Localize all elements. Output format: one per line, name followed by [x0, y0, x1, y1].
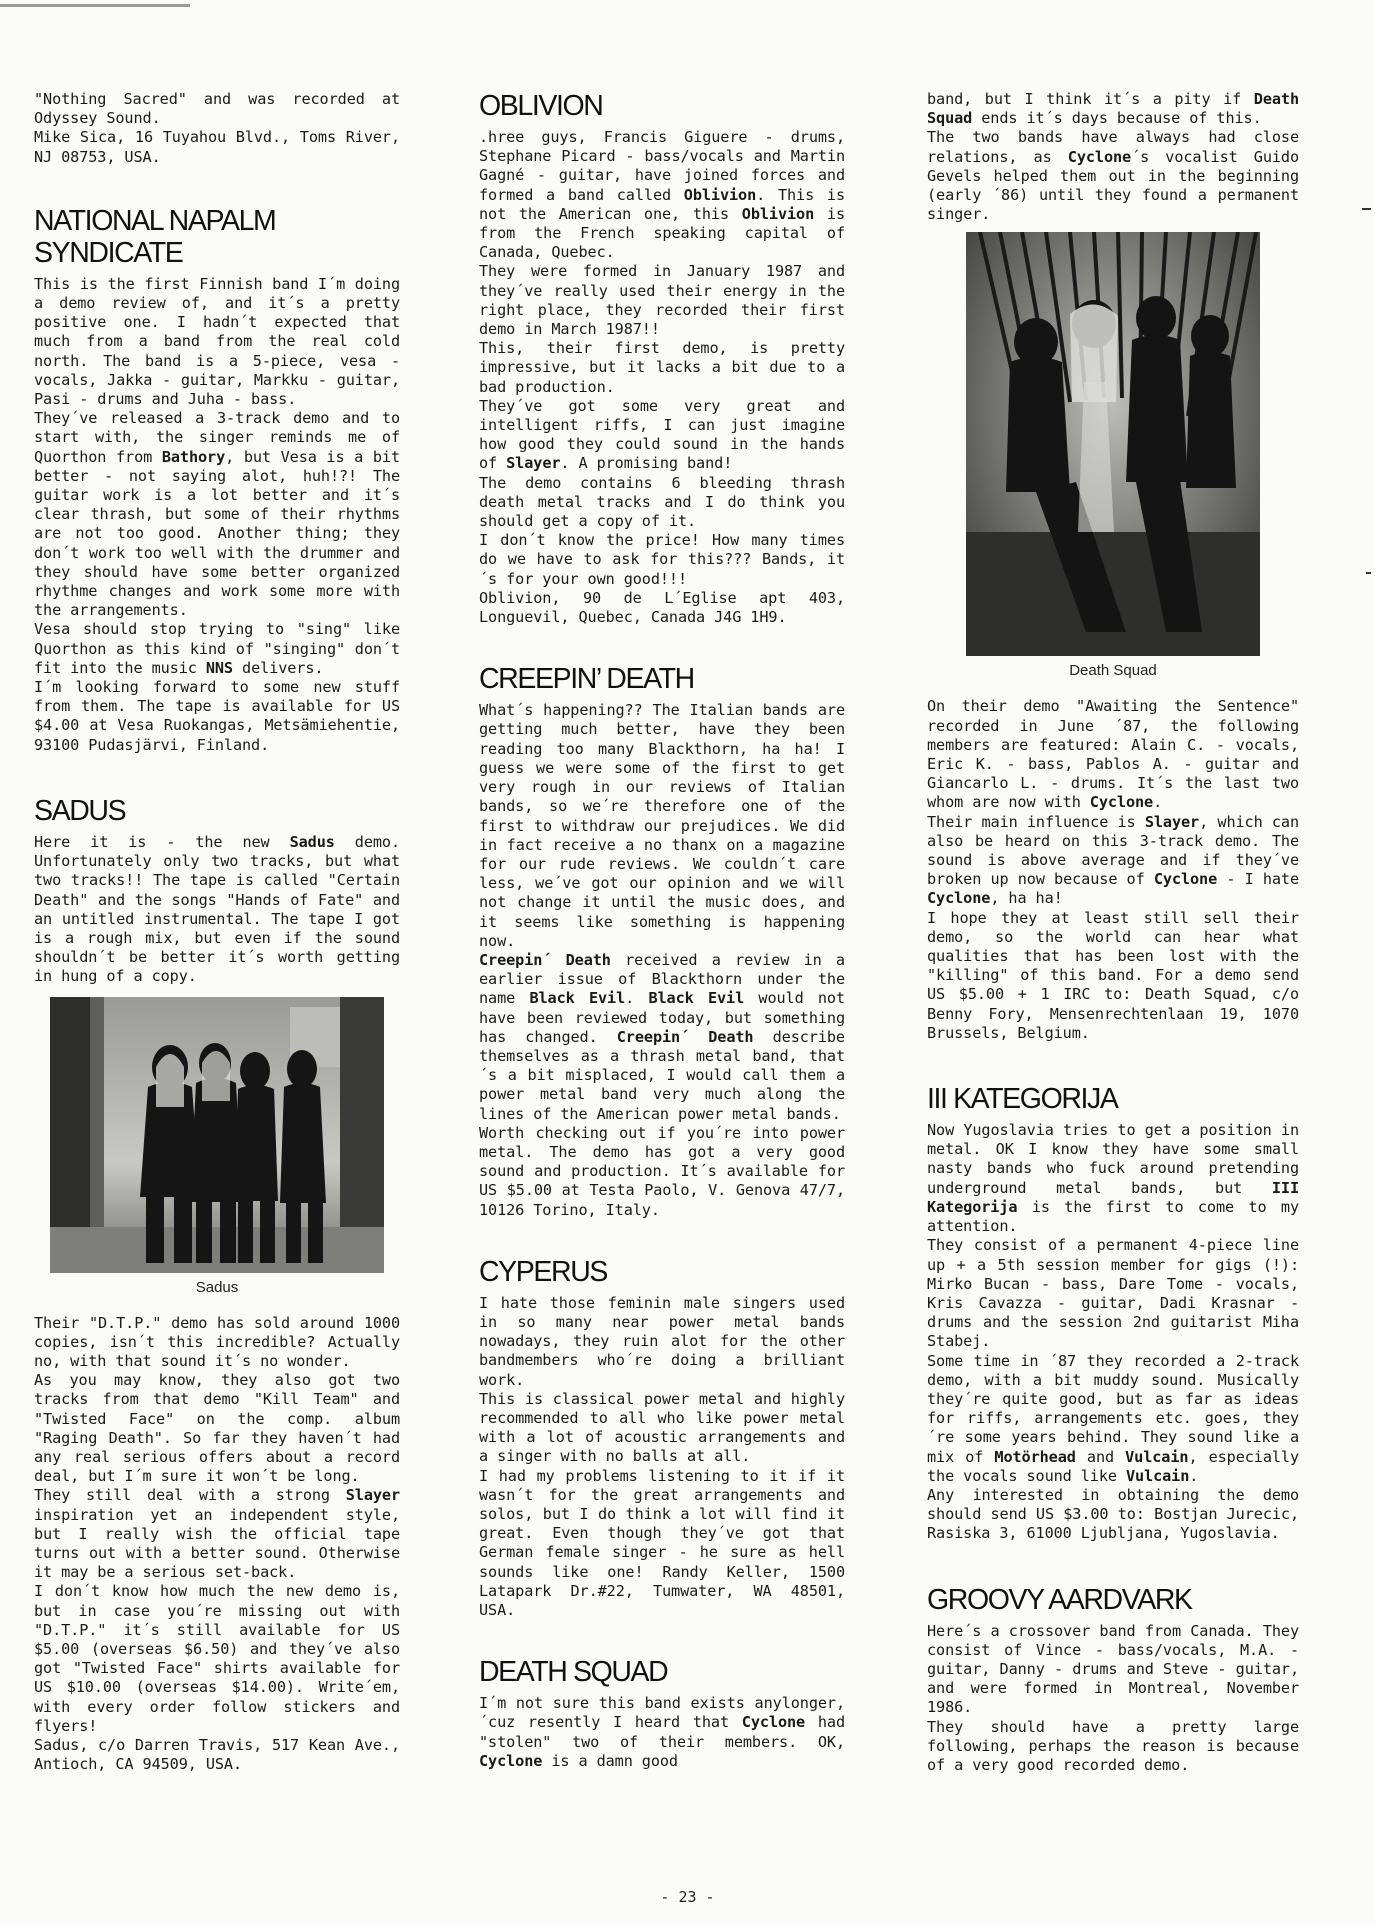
paragraph: They should have a pretty large following, perhaps the reason is because of a very good recorded demo.: [927, 1717, 1299, 1774]
paragraph: I don´t know the price! How many times do we have to ask for this??? Bands, it´s for your own good!!!: [479, 531, 845, 588]
paragraph: Now Yugoslavia tries to get a position in metal. OK I know they have some small nasty bands who fuck around pretending underground metal bands, but III Kategorija is the first to come to my attention.: [927, 1121, 1299, 1236]
contact-address: Sadus, c/o Darren Travis, 517 Kean Ave., Antioch, CA 94509, USA.: [34, 1735, 400, 1774]
paragraph: Here it is - the new Sadus demo. Unfortunately only two tracks, but what two tracks!! The tape is called "Certain Death" and the songs "Hands of Fate" and an untitled instrumental. The tape I got is a rough mix, but even if the sound shouldn´t be better it´s worth getting in hung of a copy.: [34, 832, 401, 986]
review-groovy-aardvark: [927, 1584, 1299, 1776]
edge-mark: [1362, 208, 1371, 210]
edge-mark: [1366, 572, 1371, 574]
paragraph: They still deal with a strong Slayer inspiration yet an independent style, but I really wish the official tape turns out with a better sound. Otherwise it may be a serious set-back.: [34, 1486, 400, 1582]
contact-address: Any interested in obtaining the demo should send US $3.00 to: Bostjan Jurecic, Rasiska 3, 61000 Ljubljana, Yugoslavia.: [927, 1485, 1299, 1543]
review-cyperus: [479, 1256, 845, 1620]
photo-caption: Death Squad: [1069, 662, 1157, 680]
paragraph: .hree guys, Francis Giguere - drums, Stephane Picard - bass/vocals and Martin Gagné - guitar, have joined forces and formed a band called Oblivion. This is not the American one, this Oblivion is from the French speaking capital of Canada, Quebec.: [479, 128, 845, 262]
review-creepin-death: [479, 663, 845, 1219]
review-national-napalm-syndicate: [34, 205, 400, 755]
paragraph: As you may know, they also got two tracks from that demo "Kill Team" and "Twisted Face" on the comp. album "Raging Death". So far they haven´t had any real serious offers about a record deal, but I´m sure it won´t be long.: [34, 1371, 400, 1486]
paragraph: Some time in ´87 they recorded a 2-track demo, with a bit muddy sound. Musically they´re quite good, but as far as ideas for riffs, arrangements etc. goes, they´re some years behind. They sound like a mix of Motörhead and Vulcain, especially the vocals sound like Vulcain.: [927, 1351, 1300, 1485]
paragraph: Creepin´ Death received a review in a earlier issue of Blackthorn under the name Black Evil. Black Evil would not have been reviewed today, but something has changed. Creepin´ Death describe themselves as a thrash metal band, that´s a bit misplaced, I would call them a power metal band very much along the lines of the American power metal bands.: [479, 950, 846, 1123]
paragraph: Their main influence is Slayer, which can also be heard on this 3-track demo. The sound is above average and if they´ve broken up now because of Cyclone - I hate Cyclone, ha ha!: [927, 812, 1299, 908]
column-left: [34, 90, 400, 1774]
paragraph: They were formed in January 1987 and they´ve really used their energy in the right place, they recorded their first demo in March 1987!!: [479, 262, 845, 339]
death-squad-band-photo: [966, 232, 1260, 656]
paragraph: They consist of a permanent 4-piece line up + a 5th session member for gigs (!): Mirko Bucan - bass, Dare Tome - vocals, Kris Cavazza - guitar, Dadi Krasnar - drums and the session 2nd guitarist Miha Stabej.: [927, 1236, 1299, 1351]
paragraph: Here´s a crossover band from Canada. They consist of Vince - bass/vocals, M.A. - guitar, Danny - drums and Steve - guitar, and were formed in Montreal, November 1986.: [927, 1621, 1299, 1717]
paragraph: On their demo "Awaiting the Sentence" recorded in June ´87, the following members are featured: Alain C. - vocals, Eric K. - bass, Pablos A. - guitar and Giancarlo L. - drums. It´s the last two whom are now with Cyclone.: [927, 697, 1299, 812]
top-rule: [0, 4, 190, 7]
review-iii-kategorija: [927, 1083, 1299, 1543]
review-heading: OBLIVION: [479, 90, 603, 122]
paragraph: band, but I think it´s a pity if Death Squad ends it´s days because of this.: [927, 90, 1299, 128]
contact-address: Oblivion, 90 de L´Eglise apt 403, Longuevil, Quebec, Canada J4G 1H9.: [479, 588, 845, 627]
review-oblivion: [479, 90, 845, 627]
paragraph: The two bands have always had close relations, as Cyclone´s vocalist Guido Gevels helped them out in the beginning (early ´86) until they found a permanent singer.: [927, 128, 1299, 224]
review-sadus: [34, 795, 400, 1775]
review-death-squad: [479, 1656, 845, 1771]
review-heading: CYPERUS: [479, 1255, 607, 1288]
review-heading: DEATH SQUAD: [479, 1656, 668, 1689]
paragraph: I´m looking forward to some new stuff from them. The tape is available for US $4.00 at Vesa Ruokangas, Metsämiehentie, 93100 Pudasjärvi, Finland.: [34, 678, 400, 754]
sadus-band-photo: [50, 997, 384, 1273]
contact-address: I hope they at least still sell their demo, so the world can hear what qualities that has been lost with the "killing" of this band. For a demo send US $5.00 + 1 IRC to: Death Squad, c/o Benny Fory, Mensenrechtenlaan 19, 1070 Brussels, Belgium.: [927, 908, 1299, 1042]
paragraph: Worth checking out if you´re into power metal. The demo has got a very good sound and production. It´s available for US $5.00 at Testa Paolo, V. Genova 47/7, 10126 Torino, Italy.: [479, 1123, 845, 1219]
photo-caption: Sadus: [195, 1278, 239, 1296]
paragraph: Their "D.T.P." demo has sold around 1000 copies, isn´t this incredible? Actually no, with that sound it´s no wonder.: [34, 1313, 400, 1370]
page-number: - 23 -: [660, 1888, 715, 1906]
paragraph: I don´t know how much the new demo is, but in case you´re missing out with "D.T.P." it´s still available for US $5.00 (overseas $6.50) and they´ve also got "Twisted Face" shirts available for US $10.00 (overseas $14.00). Write´em, with every order follow stickers and flyers!: [34, 1582, 400, 1735]
review-heading: SADUS: [34, 794, 126, 827]
paragraph: The demo contains 6 bleeding thrash death metal tracks and I do think you should get a copy of it.: [479, 473, 845, 531]
column-middle: [479, 90, 845, 1771]
review-heading: NATIONAL NAPALM SYNDICATE: [34, 204, 276, 269]
paragraph: They´ve released a 3-track demo and to start with, the singer reminds me of Quorthon from Bathory, but Vesa is a bit better - not saying alot, huh!?! The guitar work is a lot better and it´s clear thrash, but some of their rhythms are not too good. Another thing; they don´t work too well with the drummer and they should have some better organized rhythme changes and work some more with the arrangements.: [34, 409, 400, 620]
paragraph: What´s happening?? The Italian bands are getting much better, have they been reading too many Blackthorn, ha ha! I guess we were some of the first to get very rough in our reviews of Italian bands, so we´re therefore one of the first to withdraw our prejudices. We did in fact receive a no thanx on a magazine for our rude reviews. We couldn´t care less, we´ve got our opinion and we will not change it until the music does, and it seems like something is happening now.: [479, 701, 845, 950]
paragraph: This is the first Finnish band I´m doing a demo review of, and it´s a pretty positive one. I hadn´t expected that much from a band from the real cold north. The band is a 5-piece, vesa - vocals, Jakka - guitar, Markku - guitar, Pasi - drums and Juha - bass.: [34, 274, 400, 409]
intro-text: "Nothing Sacred" and was recorded at Odyssey Sound. Mike Sica, 16 Tuyahou Blvd., Toms River, NJ 08753, USA.: [34, 90, 400, 166]
paragraph: This, their first demo, is pretty impressive, but it lacks a bit due to a bad production.: [479, 339, 845, 396]
paragraph: Vesa should stop trying to "sing" like Quorthon as this kind of "singing" don´t fit into the music NNS delivers.: [34, 620, 400, 677]
paragraph: I had my problems listening to it if it wasn´t for the great arrangements and solos, but I do think a lot will find it great. Even though they´ve got that German female singer - he sure as hell sounds like one! Randy Keller, 1500 Latapark Dr.#22, Tumwater, WA 48501, USA.: [479, 1466, 845, 1620]
review-heading: III KATEGORIJA: [927, 1083, 1118, 1116]
column-right: [927, 90, 1299, 1775]
paragraph: They´ve got some very great and intelligent riffs, I can just imagine how good they could sound in the hands of Slayer. A promising band!: [479, 396, 845, 473]
paragraph: I hate those feminin male singers used in so many near power metal bands nowadays, they ruin alot for the other bandmembers who´re doing a brilliant work.: [479, 1293, 845, 1389]
paragraph: This is classical power metal and highly recommended to all who like power metal with a lot of acoustic arrangements and a singer with no balls at all.: [479, 1389, 845, 1466]
review-death-squad-continued: [927, 90, 1299, 1043]
review-heading: CREEPIN’ DEATH: [479, 663, 694, 696]
paragraph: I´m not sure this band exists anylonger, ´cuz resently I heard that Cyclone had "stolen" two of their members. OK, Cyclone is a damn good: [479, 1694, 845, 1770]
review-heading: GROOVY AARDVARK: [927, 1583, 1192, 1616]
